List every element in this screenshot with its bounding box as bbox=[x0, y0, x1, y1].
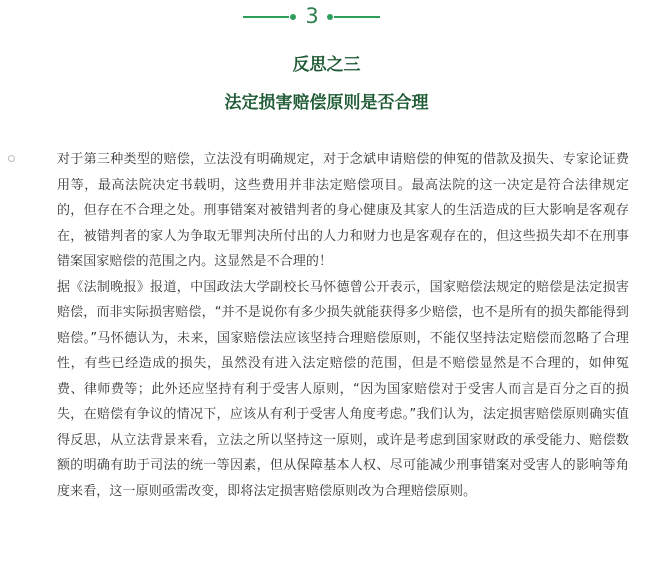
section-title: 反思之三 bbox=[292, 55, 361, 75]
section-subtitle: 法定损害赔偿原则是否合理 bbox=[224, 93, 429, 113]
divider-dot-left bbox=[290, 14, 296, 20]
bullet-marker bbox=[8, 155, 15, 162]
paragraph: 对于第三种类型的赔偿，立法没有明确规定，对于念斌申请赔偿的伸冤的借款及损失、专家论证费用等，最高法院决定书载明，这些费用并非法定赔偿项目。最高法院的这一决定是符合法律规定的，但存在不合理之处。刑事错案对被错判者的身心健康及其家人的生活造成的巨大影响是客观存在，被错判者的家人为争取无罪判决所付出的人力和财力也是客观存在的，但这些损失却不在刑事错案国家赔偿的范围之内。这显然是不合理的！ bbox=[57, 152, 629, 269]
paragraph: 据《法制晚报》报道，中国政法大学副校长马怀德曾公开表示，国家赔偿法规定的赔偿是法定损害赔偿，而非实际损害赔偿，“并不是说你有多少损失就能获得多少赔偿，也不是所有的损失都能得到赔偿。”马怀德认为，未来，国家赔偿法应该坚持合理赔偿原则，不能仅坚持法定赔偿而忽略了合理性，有些已经造成的损失，虽然没有进入法定赔偿的范围，但是不赔偿显然是不合理的，如伸冤费、律师费等；此外还应坚持有利于受害人原则，“因为国家赔偿对于受害人而言是百分之百的损失，在赔偿有争议的情况下，应该从有利于受害人角度考虑。”我们认为，法定损害赔偿原则确实值得反思，从立法背景来看，立法之所以坚持这一原则，或许是考虑到国家财政的承受能力、赔偿数额的明确有助于司法的统一等因素，但从保障基本人权、尽可能减少刑事错案对受害人的影响等角度来看，这一原则亟需改变，即将法定损害赔偿原则改为合理赔偿原则。 bbox=[57, 279, 629, 499]
divider-line-right bbox=[334, 16, 380, 18]
section-divider bbox=[0, 4, 653, 28]
divider-line-left bbox=[243, 16, 289, 18]
article-body bbox=[57, 147, 629, 504]
section-number: 3 bbox=[305, 4, 319, 28]
divider-dot-right bbox=[327, 14, 333, 20]
